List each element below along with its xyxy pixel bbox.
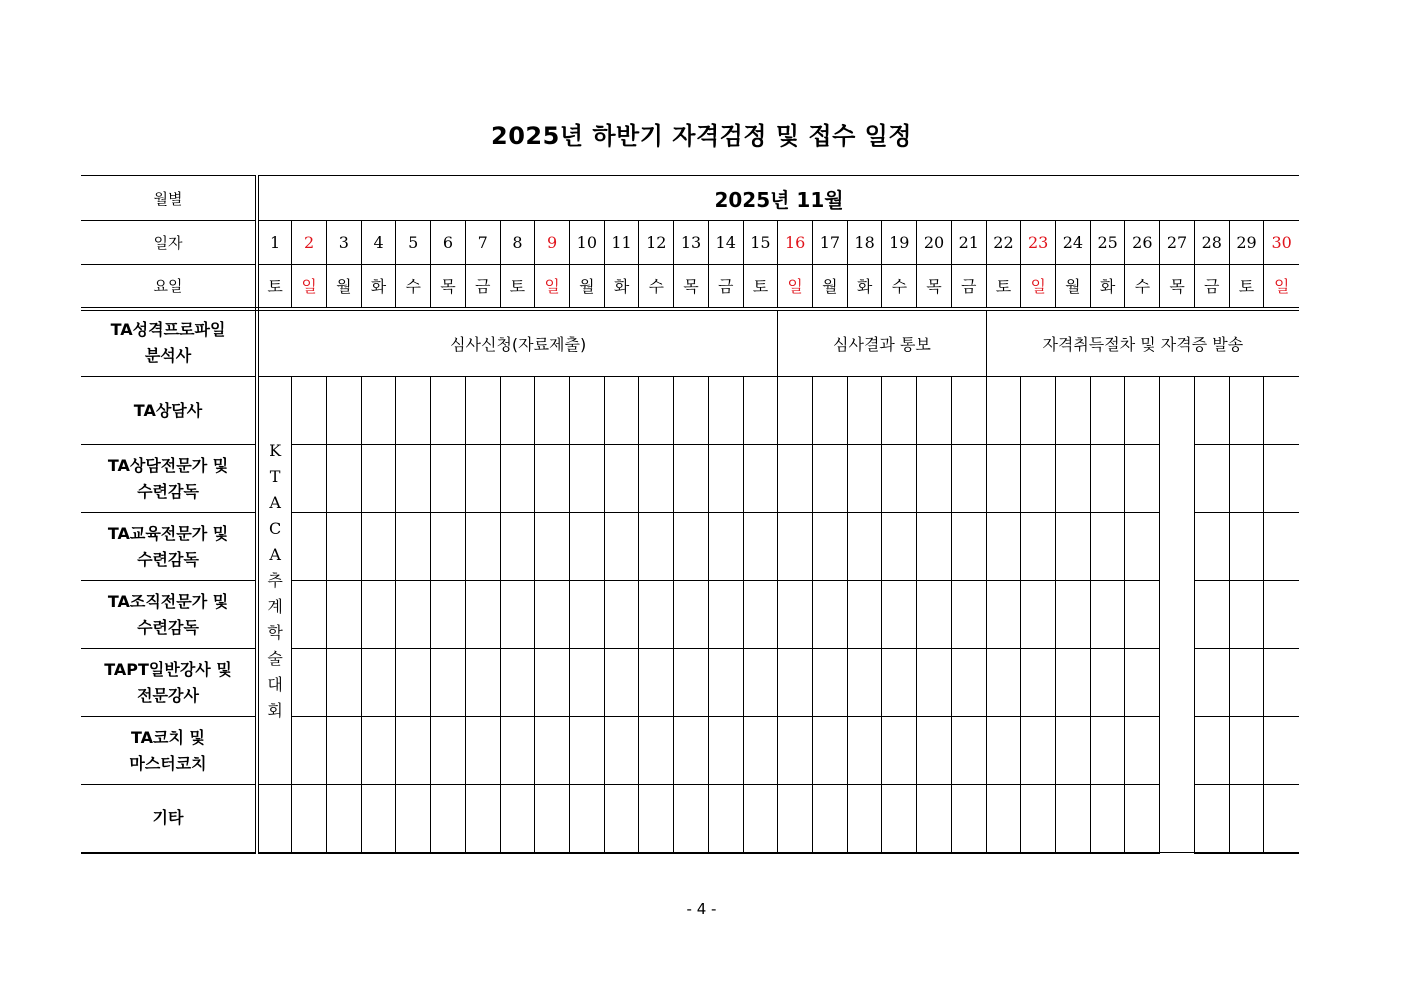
day-cell: 6 [431,221,466,265]
grid-cell [361,513,396,581]
grid-cell [708,717,743,785]
grid-cell [569,649,604,717]
category-label: TA교육전문가 및 수련감독 [81,513,257,581]
merged-cell [1160,377,1195,853]
grid-cell [1264,445,1299,513]
page-number: - 4 - [686,900,717,918]
grid-cell [639,445,674,513]
grid-cell [361,377,396,445]
grid-cell [1125,513,1160,581]
grid-cell [604,785,639,853]
weekday-row [81,265,1299,309]
grid-cell [604,377,639,445]
grid-cell [1194,377,1229,445]
grid-cell [917,649,952,717]
grid-cell [674,581,709,649]
grid-cell [500,649,535,717]
grid-cell [917,785,952,853]
grid-cell [361,581,396,649]
weekday-cell: 토 [500,265,535,309]
category-label: TA코치 및 마스터코치 [81,717,257,785]
grid-cell [465,377,500,445]
grid-cell [813,581,848,649]
event-label: K T A C A 추 계 학 술 대 회 [267,440,283,720]
grid-cell [326,785,361,853]
month-row [81,176,1299,221]
grid-cell [604,581,639,649]
weekday-cell: 수 [639,265,674,309]
grid-cell [465,581,500,649]
grid-cell [847,717,882,785]
grid-cell [986,513,1021,581]
grid-cell [674,445,709,513]
grid-cell [396,513,431,581]
grid-cell [951,717,986,785]
grid-cell [882,377,917,445]
grid-cell [1125,377,1160,445]
grid-cell [847,649,882,717]
weekday-cell: 월 [1056,265,1091,309]
phase-1: 심사신청(자료제출) [257,309,778,377]
grid-cell [500,717,535,785]
grid-cell [708,649,743,717]
grid-cell [535,377,570,445]
day-cell: 7 [465,221,500,265]
grid-cell [1229,377,1264,445]
grid-cell [882,581,917,649]
grid-cell [917,581,952,649]
grid-cell [882,513,917,581]
grid-cell [986,649,1021,717]
grid-cell [431,513,466,581]
grid-cell [604,649,639,717]
weekday-cell: 목 [674,265,709,309]
grid-cell [1125,445,1160,513]
grid-cell [951,649,986,717]
grid-cell [1194,581,1229,649]
day-row [81,221,1299,265]
grid-cell [1021,377,1056,445]
grid-cell [674,377,709,445]
grid-cell [535,513,570,581]
weekday-cell: 목 [431,265,466,309]
grid-cell [674,717,709,785]
grid-cell [292,649,327,717]
day-cell: 8 [500,221,535,265]
grid-cell [1090,581,1125,649]
grid-cell [326,581,361,649]
grid-cell [1264,581,1299,649]
grid-cell [431,581,466,649]
day-cell: 15 [743,221,778,265]
weekday-cell: 일 [1264,265,1299,309]
grid-cell [465,445,500,513]
weekday-cell: 목 [1160,265,1195,309]
weekday-cell: 수 [1125,265,1160,309]
grid-cell [604,445,639,513]
grid-cell [535,581,570,649]
weekday-cell: 화 [847,265,882,309]
schedule-table [81,175,1299,854]
grid-cell [431,785,466,853]
day-cell: 3 [326,221,361,265]
grid-cell [778,717,813,785]
grid-cell [396,377,431,445]
weekday-cell: 토 [743,265,778,309]
grid-cell [1056,445,1091,513]
grid-cell [743,377,778,445]
grid-cell [1021,649,1056,717]
grid-cell [361,445,396,513]
weekday-cell: 목 [917,265,952,309]
grid-cell [1056,377,1091,445]
grid-cell [569,377,604,445]
category-label: TAPT일반강사 및 전문강사 [81,649,257,717]
grid-cell [1021,445,1056,513]
grid-cell [778,377,813,445]
grid-cell [292,717,327,785]
weekday-cell: 월 [813,265,848,309]
weekday-cell: 토 [257,265,292,309]
weekday-cell: 일 [292,265,327,309]
weekday-cell: 금 [1194,265,1229,309]
grid-cell [951,785,986,853]
grid-cell [639,581,674,649]
weekday-cell: 월 [569,265,604,309]
grid-cell [396,785,431,853]
grid-cell [813,377,848,445]
grid-cell [1125,581,1160,649]
grid-cell [639,649,674,717]
grid-cell [604,513,639,581]
grid-cell [1090,377,1125,445]
month-value: 2025년 11월 [257,176,1299,221]
grid-cell [465,513,500,581]
weekday-cell: 일 [535,265,570,309]
grid-cell [361,785,396,853]
grid-cell [1056,581,1091,649]
weekday-cell: 금 [465,265,500,309]
grid-cell [986,445,1021,513]
weekday-cell: 금 [708,265,743,309]
grid-cell [1090,445,1125,513]
day-cell: 30 [1264,221,1299,265]
grid-cell [639,377,674,445]
grid-cell [465,785,500,853]
page-title: 2025년 하반기 자격검정 및 접수 일정 [491,122,912,150]
grid-cell [882,649,917,717]
category-label: TA상담사 [81,377,257,445]
grid-cell [986,377,1021,445]
grid-cell [396,445,431,513]
grid-cell [1264,377,1299,445]
grid-cell [500,377,535,445]
weekday-cell: 수 [882,265,917,309]
grid-cell [500,581,535,649]
grid-cell [1056,649,1091,717]
grid-cell [1194,513,1229,581]
grid-cell [292,581,327,649]
category-label: TA조직전문가 및 수련감독 [81,581,257,649]
grid-cell [743,445,778,513]
grid-cell [1090,717,1125,785]
grid-cell [535,717,570,785]
grid-cell [1194,649,1229,717]
grid-cell [361,649,396,717]
day-cell: 18 [847,221,882,265]
weekday-cell: 일 [1021,265,1056,309]
grid-cell [361,717,396,785]
phase-2: 심사결과 통보 [778,309,986,377]
grid-cell [708,581,743,649]
grid-cell [847,581,882,649]
grid-cell [708,785,743,853]
grid-cell [743,717,778,785]
grid-cell [465,649,500,717]
grid-cell [778,445,813,513]
grid-cell [604,717,639,785]
grid-cell [535,649,570,717]
grid-cell [1090,785,1125,853]
grid-cell [569,785,604,853]
day-cell: 23 [1021,221,1056,265]
grid-cell [813,445,848,513]
grid-cell [535,785,570,853]
grid-cell [674,785,709,853]
day-cell: 29 [1229,221,1264,265]
grid-cell [1229,649,1264,717]
grid-cell [1264,717,1299,785]
day-cell: 25 [1090,221,1125,265]
grid-cell [465,717,500,785]
grid-cell [778,581,813,649]
weekday-cell: 토 [1229,265,1264,309]
grid-cell [1021,581,1056,649]
grid-cell [1056,717,1091,785]
weekday-cell: 화 [361,265,396,309]
category-row [81,309,1299,377]
grid-cell [847,785,882,853]
day-cell: 27 [1160,221,1195,265]
grid-cell [292,377,327,445]
day-cell: 19 [882,221,917,265]
grid-cell [743,785,778,853]
grid-cell [639,785,674,853]
grid-cell [778,513,813,581]
grid-cell [813,785,848,853]
grid-cell [674,649,709,717]
grid-cell [1264,785,1299,853]
grid-cell [986,785,1021,853]
grid-cell [708,377,743,445]
grid-cell [708,445,743,513]
grid-cell [431,445,466,513]
day-cell: 14 [708,221,743,265]
grid-cell [917,377,952,445]
category-row [81,785,1299,853]
grid-cell [569,581,604,649]
day-cell: 11 [604,221,639,265]
grid-cell [326,717,361,785]
weekday-label: 요일 [81,265,257,309]
grid-cell [778,649,813,717]
weekday-cell: 토 [986,265,1021,309]
grid-cell [986,717,1021,785]
grid-cell [1229,717,1264,785]
day-cell: 2 [292,221,327,265]
grid-cell [396,717,431,785]
grid-cell [1021,717,1056,785]
weekday-cell: 수 [396,265,431,309]
grid-cell [1229,445,1264,513]
grid-cell [743,513,778,581]
grid-cell [1090,649,1125,717]
grid-cell [1264,513,1299,581]
grid-cell [326,377,361,445]
grid-cell [813,513,848,581]
grid-cell [951,377,986,445]
grid-cell [326,649,361,717]
grid-cell [1056,785,1091,853]
grid-cell [431,649,466,717]
weekday-cell: 일 [778,265,813,309]
weekday-cell: 금 [951,265,986,309]
grid-cell [813,717,848,785]
day-cell: 5 [396,221,431,265]
grid-cell [326,445,361,513]
event-cell [257,377,292,785]
grid-cell [1056,513,1091,581]
grid-cell [813,649,848,717]
grid-cell [1125,649,1160,717]
grid-cell [743,581,778,649]
day-cell: 12 [639,221,674,265]
grid-cell [431,717,466,785]
day-cell: 24 [1056,221,1091,265]
grid-cell [1125,785,1160,853]
grid-cell [500,513,535,581]
grid-cell [1090,513,1125,581]
grid-cell [257,785,292,853]
day-cell: 21 [951,221,986,265]
grid-cell [535,445,570,513]
grid-cell [639,717,674,785]
day-cell: 13 [674,221,709,265]
day-cell: 22 [986,221,1021,265]
grid-cell [569,445,604,513]
day-cell: 28 [1194,221,1229,265]
category-label: 기타 [81,785,257,853]
weekday-cell: 화 [604,265,639,309]
grid-cell [743,649,778,717]
day-label: 일자 [81,221,257,265]
grid-cell [917,513,952,581]
grid-cell [292,445,327,513]
day-cell: 4 [361,221,396,265]
grid-cell [1264,649,1299,717]
grid-cell [292,785,327,853]
day-cell: 26 [1125,221,1160,265]
day-cell: 9 [535,221,570,265]
grid-cell [1194,717,1229,785]
grid-cell [500,445,535,513]
grid-cell [1194,445,1229,513]
grid-cell [569,717,604,785]
grid-cell [951,445,986,513]
day-cell: 16 [778,221,813,265]
grid-cell [1194,785,1229,853]
grid-cell [1021,785,1056,853]
category-label: TA성격프로파일 분석사 [81,309,257,377]
grid-cell [1229,581,1264,649]
weekday-cell: 월 [326,265,361,309]
grid-cell [1021,513,1056,581]
grid-cell [917,445,952,513]
grid-cell [847,377,882,445]
day-cell: 10 [569,221,604,265]
grid-cell [326,513,361,581]
grid-cell [882,717,917,785]
grid-cell [778,785,813,853]
grid-cell [882,785,917,853]
month-label: 월별 [81,176,257,221]
grid-cell [917,717,952,785]
weekday-cell: 화 [1090,265,1125,309]
grid-cell [569,513,604,581]
grid-cell [674,513,709,581]
grid-cell [708,513,743,581]
grid-cell [882,445,917,513]
grid-cell [847,513,882,581]
phase-3: 자격취득절차 및 자격증 발송 [986,309,1299,377]
grid-cell [951,513,986,581]
grid-cell [986,581,1021,649]
grid-cell [1125,717,1160,785]
grid-cell [431,377,466,445]
grid-cell [847,445,882,513]
grid-cell [951,581,986,649]
day-cell: 17 [813,221,848,265]
grid-cell [292,513,327,581]
grid-cell [639,513,674,581]
day-cell: 20 [917,221,952,265]
grid-cell [1229,785,1264,853]
category-row [81,377,1299,445]
grid-cell [396,581,431,649]
grid-cell [1229,513,1264,581]
category-label: TA상담전문가 및 수련감독 [81,445,257,513]
grid-cell [396,649,431,717]
grid-cell [500,785,535,853]
day-cell: 1 [257,221,292,265]
